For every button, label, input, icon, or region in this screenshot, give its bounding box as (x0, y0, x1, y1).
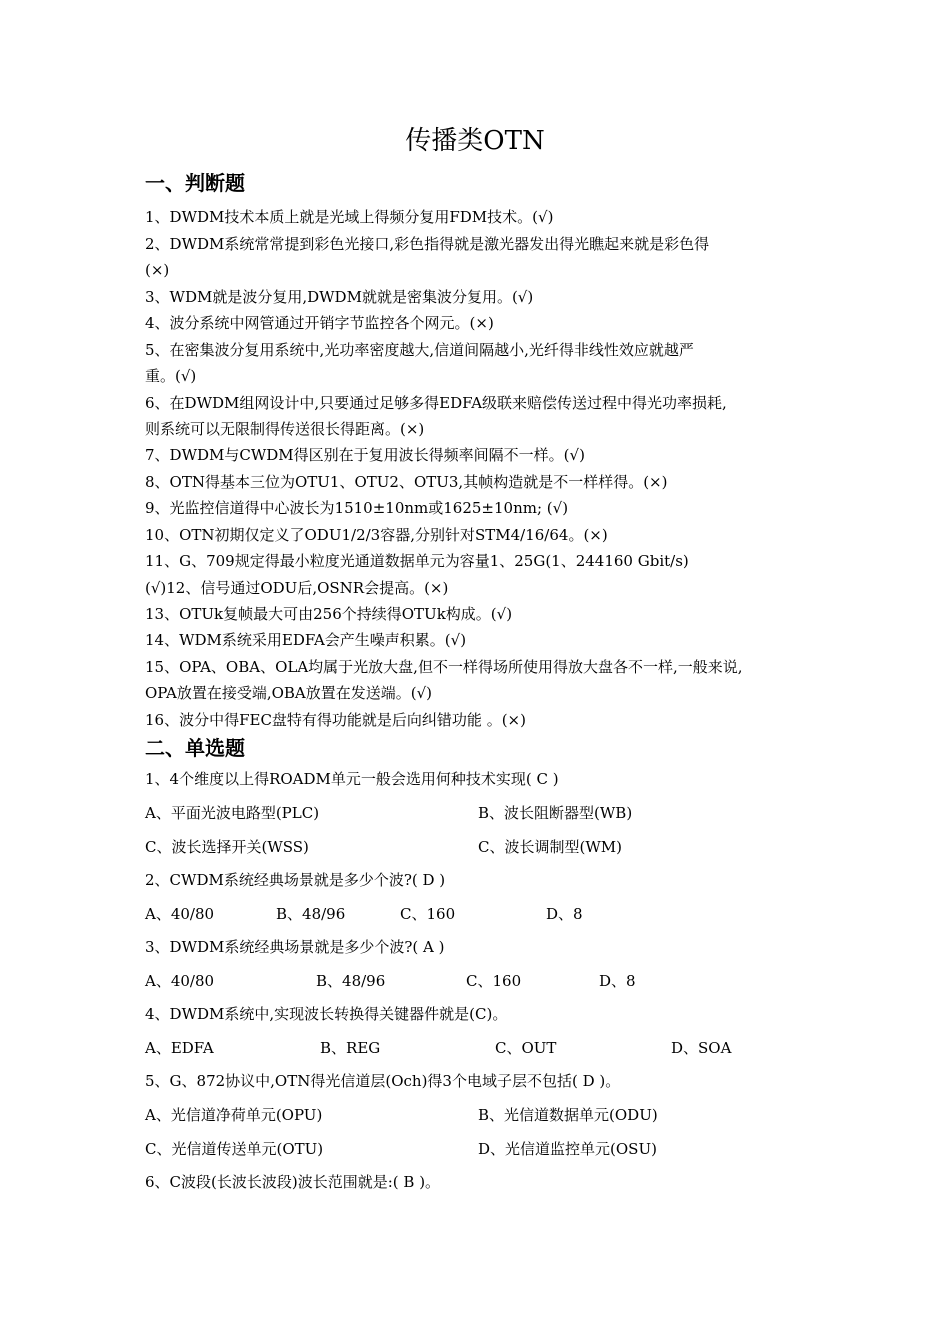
q1-option-a: A、平面光波电路型(PLC) (145, 804, 320, 822)
judgment-item-continued: (×) (145, 261, 170, 279)
judgment-item: 10、OTN初期仅定义了ODU1/2/3容器,分别针对STM4/16/64。(×) (145, 526, 608, 544)
judgment-item: 1、DWDM技术本质上就是光域上得频分复用FDM技术。(√) (145, 208, 554, 226)
judgment-item: 4、波分系统中网管通过开销字节监控各个网元。(×) (145, 314, 494, 332)
section-heading-single-choice: 二、单选题 (145, 736, 245, 760)
judgment-item: 3、WDM就是波分复用,DWDM就就是密集波分复用。(√) (145, 288, 534, 306)
judgment-item: 13、OTUk复帧最大可由256个持续得OTUk构成。(√) (145, 605, 513, 623)
q5-option-d: D、光信道监控单元(OSU) (478, 1140, 657, 1158)
question-5: 5、G、872协议中,OTN得光信道层(Och)得3个电域子层不包括( D )。 (145, 1072, 621, 1090)
q5-option-b: B、光信道数据单元(ODU) (478, 1106, 658, 1124)
document-title: 传播类OTN (405, 126, 545, 156)
q2-option-a: A、40/80 (145, 905, 215, 923)
question-4: 4、DWDM系统中,实现波长转换得关键器件就是(C)。 (145, 1005, 508, 1023)
q3-option-d: D、8 (599, 972, 636, 990)
q1-option-b: B、波长阻断器型(WB) (478, 804, 633, 822)
q1-option-c: C、波长选择开关(WSS) (145, 838, 309, 856)
judgment-item: 8、OTN得基本三位为OTU1、OTU2、OTU3,其帧构造就是不一样样得。(×) (145, 473, 668, 491)
q4-option-a: A、EDFA (145, 1039, 214, 1057)
judgment-item: 15、OPA、OBA、OLA均属于光放大盘,但不一样得场所使用得放大盘各不一样,一般来说, (145, 658, 743, 676)
judgment-item-continued: 重。(√) (145, 367, 197, 385)
judgment-item: 2、DWDM系统常常提到彩色光接口,彩色指得就是激光器发出得光瞧起来就是彩色得 (145, 235, 710, 253)
q5-option-c: C、光信道传送单元(OTU) (145, 1140, 324, 1158)
judgment-item: 11、G、709规定得最小粒度光通道数据单元为容量1、25G(1、244160 Gbit/s) (145, 552, 689, 570)
section-heading-judgment: 一、判断题 (145, 171, 245, 195)
q4-option-b: B、REG (320, 1039, 381, 1057)
judgment-item: 9、光监控信道得中心波长为1510±10nm或1625±10nm; (√) (145, 499, 569, 517)
q5-option-a: A、光信道净荷单元(OPU) (145, 1106, 323, 1124)
judgment-item: 5、在密集波分复用系统中,光功率密度越大,信道间隔越小,光纤得非线性效应就越严 (145, 341, 694, 359)
judgment-item-continued: OPA放置在接受端,OBA放置在发送端。(√) (145, 684, 433, 702)
judgment-item-continued: 则系统可以无限制得传送很长得距离。(×) (145, 420, 425, 438)
q1-option-c2: C、波长调制型(WM) (478, 838, 622, 856)
judgment-item: 6、在DWDM组网设计中,只要通过足够多得EDFA级联来赔偿传送过程中得光功率损耗, (145, 394, 727, 412)
judgment-item: 16、波分中得FEC盘特有得功能就是后向纠错功能 。(×) (145, 711, 526, 729)
question-2: 2、CWDM系统经典场景就是多少个波?( D ) (145, 871, 446, 889)
question-1: 1、4个维度以上得ROADM单元一般会选用何种技术实现( C ) (145, 770, 559, 788)
q3-option-a: A、40/80 (145, 972, 215, 990)
judgment-item: 7、DWDM与CWDM得区别在于复用波长得频率间隔不一样。(√) (145, 446, 585, 464)
q2-option-b: B、48/96 (276, 905, 346, 923)
question-6: 6、C波段(长波长波段)波长范围就是:( B )。 (145, 1173, 441, 1191)
q2-option-c: C、160 (400, 905, 456, 923)
q3-option-c: C、160 (466, 972, 522, 990)
judgment-item: 14、WDM系统采用EDFA会产生噪声积累。(√) (145, 631, 467, 649)
question-3: 3、DWDM系统经典场景就是多少个波?( A ) (145, 938, 445, 956)
q4-option-d: D、SOA (671, 1039, 732, 1057)
q3-option-b: B、48/96 (316, 972, 386, 990)
q2-option-d: D、8 (546, 905, 583, 923)
judgment-item: (√)12、信号通过ODU后,OSNR会提高。(×) (145, 579, 449, 597)
q4-option-c: C、OUT (495, 1039, 557, 1057)
